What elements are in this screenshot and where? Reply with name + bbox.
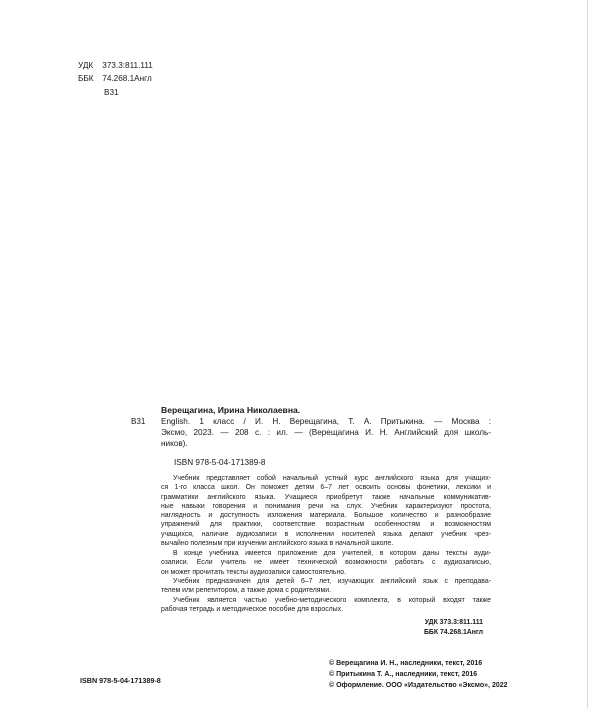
- copyright-line: © Притыкина Т. А., наследники, текст, 2016: [329, 671, 478, 678]
- annotation-line: рабочая тетрадь и методическое пособие для взрослых.: [161, 606, 343, 614]
- bib-line: English. 1 класс / И. Н. Верещагина, Т. А. Притыкина. — Москва :: [161, 417, 491, 426]
- card-isbn: ISBN 978-5-04-171389-8: [174, 458, 266, 467]
- bbk-value: 74.268.1Англ: [102, 74, 152, 83]
- annotation-line: В конце учебника имеется приложение для учителей, в котором даны тексты ауди-: [173, 550, 491, 557]
- annotation-line: учащихся, наличие аудиозаписи в исполнении носителей языка делают учебник чрез-: [161, 530, 491, 538]
- bbk-row: [78, 74, 152, 84]
- annotation-line: грамматики английского языка. Учащиеся приобретут также начальные коммуникатив-: [161, 493, 491, 501]
- annotation-line: ные навыки говорения и понимания речи на слух. Учебник характеризуют простота,: [161, 502, 491, 510]
- annotation-line: телем или репетитором, а также дома с родителями.: [161, 587, 332, 595]
- annotation-line: Учебник предназначен для детей 6–7 лет, изучающих английский язык с преподава-: [173, 578, 491, 585]
- annotation-line: озаписи. Если учитель не имеет технической возможности работать с аудиозаписью,: [161, 559, 491, 567]
- copyright-line: © Верещагина И. Н., наследники, текст, 2016: [329, 660, 483, 667]
- udk-right: УДК 373.3:811.111: [424, 619, 483, 626]
- annotation-line: наглядность и доступность изложения материала. Большое количество и разнообразие: [161, 512, 491, 520]
- copyright-line: © Оформление. ООО «Издательство «Эксмо», 2022: [329, 682, 508, 689]
- bib-line: Эксмо, 2023. — 208 с. : ил. — (Верещагина И. Н. Английский для школь-: [161, 428, 491, 437]
- author-mark-top: В31: [104, 88, 119, 97]
- annotation-line: ся 1-го класса школ. Он поможет детям 6–7 лет освоить основы фонетики, лексики и: [161, 484, 491, 492]
- card-author: Верещагина, Ирина Николаевна.: [161, 405, 301, 415]
- annotation-paragraph: [161, 474, 491, 548]
- annotation-line: упражнений для практики, соответствие возрастным особенностям и возможностям: [161, 521, 491, 529]
- annotation-line: Учебник представляет собой начальный устный курс английского языка для учащих-: [173, 475, 491, 482]
- udk-row: [78, 61, 153, 71]
- card-author-mark: В31: [131, 417, 146, 426]
- bottom-isbn: ISBN 978-5-04-171389-8: [80, 676, 161, 685]
- annotation-paragraph: [161, 549, 491, 577]
- bbk-right: ББК 74.268.1Англ: [423, 629, 483, 636]
- udk-label: УДК: [78, 61, 94, 70]
- bbk-label: ББК: [78, 74, 94, 83]
- udk-value: 373.3:811.111: [102, 61, 153, 70]
- bib-line: ников).: [161, 439, 188, 448]
- annotation-paragraph: [161, 596, 491, 615]
- bibliographic-description: [161, 416, 491, 449]
- annotation-line: Учебник является частью учебно-методического комплекта, в который входят также: [173, 597, 491, 604]
- annotation-line: вычайно полезным при изучении английского языка в начальной школе.: [161, 540, 394, 548]
- annotation-line: он может прочитать тексты аудиозаписи самостоятельно.: [161, 568, 347, 576]
- annotation-paragraph: [161, 577, 491, 596]
